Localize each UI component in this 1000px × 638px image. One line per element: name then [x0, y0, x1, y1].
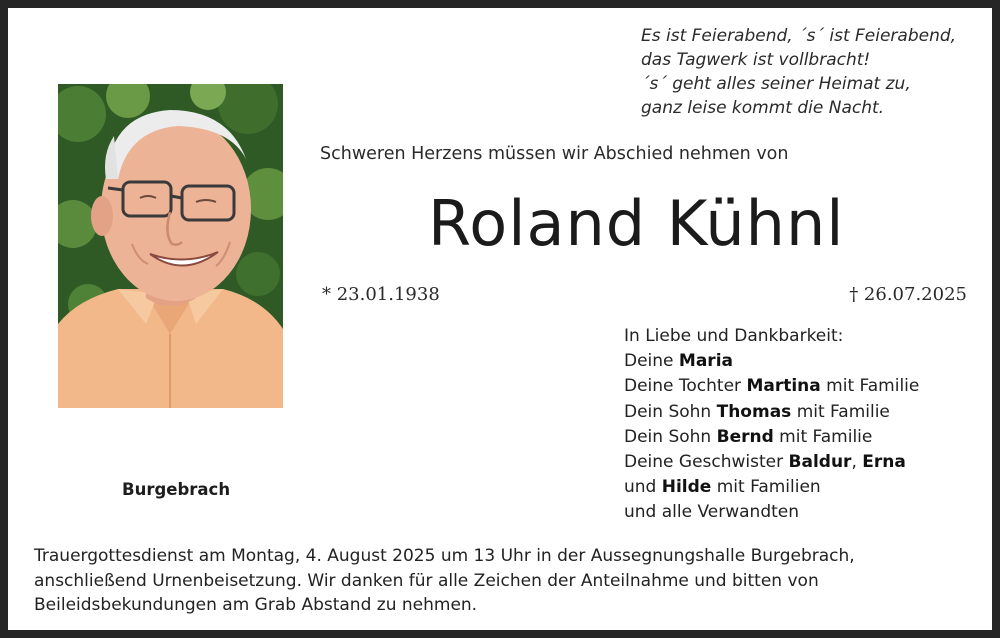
- service-line: Beileidsbekundungen am Grab Abstand zu nehmen.: [34, 595, 478, 615]
- mourner-text: mit Familie: [791, 401, 890, 422]
- poem-line: ´s´ geht alles seiner Heimat zu,: [641, 74, 911, 94]
- intro-text: Schweren Herzens müssen wir Abschied nehmen von: [320, 144, 789, 164]
- mourner-text: Deine Geschwister: [624, 452, 789, 473]
- mourner-name: Erna: [862, 452, 906, 473]
- mourner-name: Thomas: [716, 401, 792, 422]
- service-notice: [34, 544, 984, 618]
- mourner-name: Maria: [678, 351, 733, 372]
- mourners-list: [624, 324, 919, 526]
- poem-line: Es ist Feierabend, ´s´ ist Feierabend,: [641, 26, 957, 46]
- mourner-name: Baldur: [788, 452, 852, 473]
- portrait-photo: [58, 84, 283, 408]
- mourner-text: Deine: [624, 351, 679, 372]
- portrait-illustration: [58, 84, 283, 408]
- mourner-line: [624, 450, 919, 475]
- poem-line: das Tagwerk ist vollbracht!: [641, 50, 871, 70]
- mourner-line: [624, 475, 919, 500]
- mourners-heading: In Liebe und Dankbarkeit:: [624, 326, 844, 346]
- mourner-name: Martina: [746, 376, 821, 397]
- place-name: Burgebrach: [122, 480, 231, 499]
- mourner-name: Bernd: [716, 426, 774, 447]
- obituary-card: [8, 8, 992, 630]
- poem-line: ganz leise kommt die Nacht.: [641, 98, 885, 118]
- mourner-text: Dein Sohn: [624, 426, 717, 447]
- poem: [641, 24, 981, 120]
- mourner-text: Dein Sohn: [624, 401, 717, 422]
- service-line: Trauergottesdienst am Montag, 4. August 2025 um 13 Uhr in der Aussegnungshalle Burgebrach,: [34, 546, 855, 566]
- mourner-text: mit Familie: [820, 376, 920, 397]
- mourner-line: [624, 349, 919, 374]
- mourner-text: mit Familien: [711, 477, 821, 498]
- mourner-name: Hilde: [661, 477, 712, 498]
- mourner-line: [624, 425, 919, 450]
- mourner-text: mit Familie: [773, 426, 873, 447]
- birth-date: * 23.01.1938: [322, 284, 440, 305]
- death-date: † 26.07.2025: [849, 284, 967, 305]
- mourner-text: Deine Tochter: [624, 376, 747, 397]
- mourner-text: und: [624, 477, 662, 498]
- mourner-line: [624, 374, 919, 399]
- service-line: anschließend Urnenbeisetzung. Wir danken für alle Zeichen der Anteilnahme und bitten von: [34, 570, 819, 591]
- mourner-line: [624, 400, 919, 425]
- mourner-line: und alle Verwandten: [624, 502, 800, 523]
- deceased-name: Roland Kühnl: [428, 187, 845, 260]
- mourner-text: ,: [851, 452, 863, 473]
